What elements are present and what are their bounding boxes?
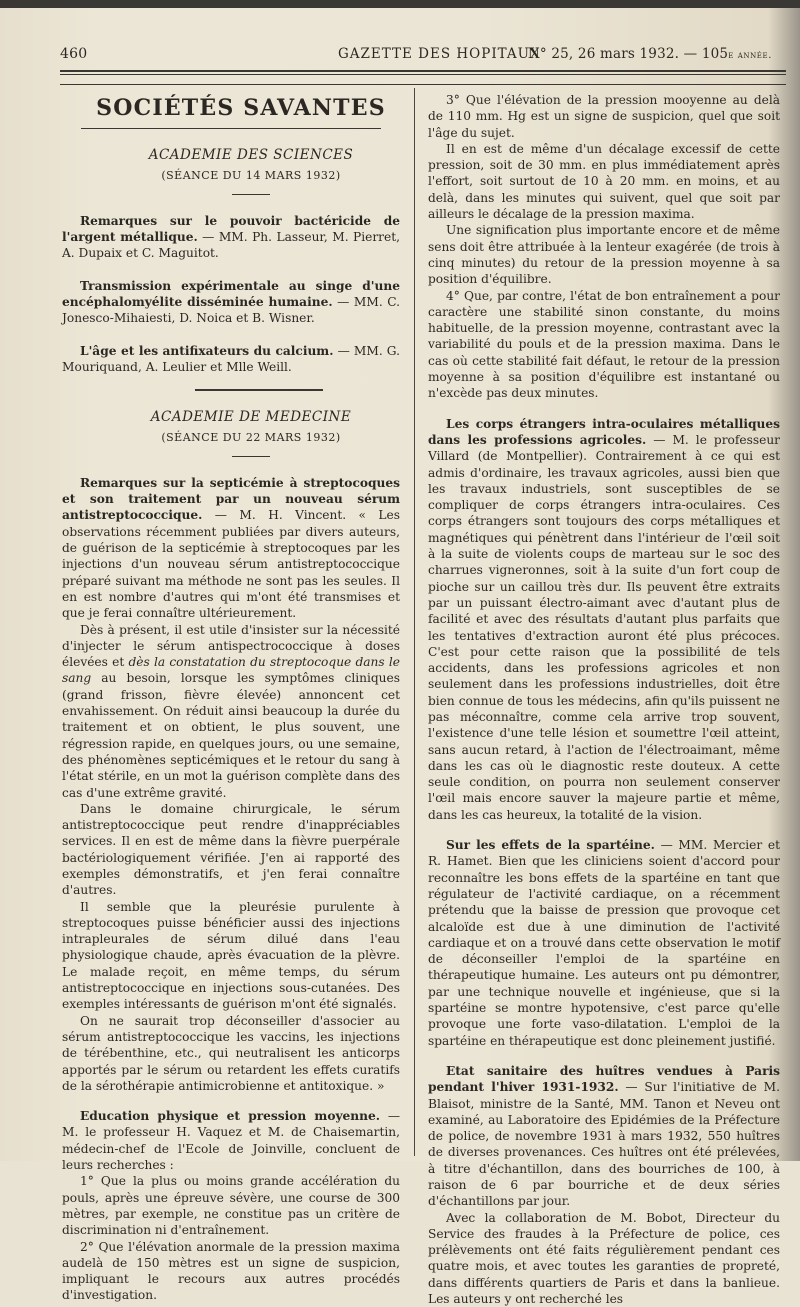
entry-oysters-para-2: Avec la collaboration de M. Bobot, Directeur du Service des fraudes à la Préfecture de police, ces prélèvements ont été faits régulièrement pendant ces quatre mois, et avec toutes les garanties de propreté, dans différents quartiers de Paris et dans la banlieue. Les auteurs y ont recherché les: [428, 1210, 780, 1307]
right-column: [428, 92, 780, 1307]
header-rule-top: [60, 70, 786, 72]
page-top-edge: [0, 0, 800, 8]
medicine-entry-1-para-5: On ne saurait trop déconseiller d'associer au sérum antistreptococcique les vaccins, les injections de térébenthine, etc., qui neutralisent les anticorps apportés par le sérum ou retardent les effets curatifs de la sérothérapie antimicrobienne et antitoxique. »: [62, 1013, 400, 1093]
issue-suffix: e année.: [728, 50, 772, 61]
sciences-entry-2: Transmission expérimentale au singe d'une encéphalomyélite disséminée humaine. — MM. C. Jonesco-Mihaiesti, D. Noica et B. Wisner.: [62, 278, 401, 326]
issue-number: N° 25, 26 mars 1932. — 105: [527, 46, 729, 62]
seance-rule-2: [232, 456, 270, 457]
medicine-entry-1: Remarques sur la septicémie à streptocoques et son traitement par un nouveau sérum antistreptococcique. — M. H. Vincent. « Les observations récemment publiées par divers auteurs, de guérison de la septicémie à streptocoques par les injections d'un nouveau sérum antistreptococcique préparé suivant ma méthode ne sont pas les seules. Il en est nombre d'autres qui m'ont été transmises et que je ferai connaître ultérieurement.: [62, 475, 400, 621]
medicine-entry-1-para-3: Dans le domaine chirurgicale, le sérum antistreptococcique peut rendre d'inappréciables services. Il en est de même dans la fièvre puerpérale bactériologiquement vérifiée. J'en ai rapporté des exemples démonstratifs, et j'en ferai connaître d'autres.: [62, 801, 400, 898]
section-title: SOCIÉTÉS SAVANTES: [96, 95, 386, 121]
entry-foreign-bodies: Les corps étrangers intra-oculaires métalliques dans les professions agricoles. — M. le professeur Villard (de Montpellier). Contrairement à ce qui est admis d'ordinaire, les travaux agricoles, aussi bien que les travaux industriels, sont susceptibles de se compliquer de corps étrangers intra-oculaires. Ces corps étrangers sont toujours des corps métalliques et magnétiques qui pénètrent dans l'intérieur de l'œil soit à la suite de violents coups de marteau sur le soc des charrues vigneronnes, soit à la suite d'un fort coup de pioche sur un caillou très dur. Ils peuvent être extraits par un puissant électro-aimant avec d'autant plus de facilité et avec des résultats d'autant plus parfaits que les tentatives d'extraction auront été plus précoces. C'est pour cette raison que la possibilité de tels accidents, dans les professions agricoles et non seulement dans les professions industrielles, doit être bien connue de tous les médecins, afin qu'ils puissent ne pas méconnaître, comme cela arrive trop souvent, l'existence d'une telle lésion et soumettre l'œil atteint, sans aucun retard, à l'action de l'électroaimant, même dans les cas où le diagnostic reste douteux. A cette seule condition, on pourra non seulement conserver l'œil mais encore sauver la majeure partie et même, dans les cas heureux, la totalité de la vision.: [428, 416, 780, 822]
medicine-entry-1-para-2: Dès à présent, il est utile d'insister sur la nécessité d'injecter le sérum antispectrococcique à doses élevées et dès la constatation du streptocoque dans le sang au besoin, lorsque les symptômes cliniques (grand frisson, fièvre élevée) annoncent cet envahissement. On réduit ainsi beaucoup la durée du traitement et on obtient, le plus souvent, une régression rapide, en quelques jours, ou une semaine, des phénomènes septicémiques et le retour du sang à l'état stérile, en un mot la guérison complète dans des cas d'une extrême gravité.: [62, 622, 400, 800]
academy-medicine-seance: (SÉANCE DU 22 MARS 1932): [161, 430, 341, 444]
issue-info: [528, 46, 772, 62]
medicine-entry-1-para-4: Il semble que la pleurésie purulente à streptocoques puisse bénéficier aussi des injections intrapleurales de sérum dilué dans l'eau physiologique chaude, après évacuation de la plèvre. Le malade reçoit, en même temps, du sérum antistreptococcique en injections sous-cutanées. Des exemples intéressants de guérison m'ont été signalés.: [62, 899, 400, 1012]
academy-sciences-title: ACADEMIE DES SCIENCES: [148, 147, 354, 164]
header-rule-bottom: [60, 84, 786, 85]
academy-sciences-seance: (SÉANCE DU 14 MARS 1932): [161, 168, 341, 182]
right-para-2: Il en est de même d'un décalage excessif de cette pression, soit de 30 mm. en plus immédiatement après l'effort, soit surtout de 10 à 20 mm. en moins, et au delà, dans les minutes qui suivent, quel que soit par ailleurs le décalage de la pression maxima.: [428, 141, 780, 222]
journal-title: GAZETTE DES HOPITAUX: [338, 46, 541, 62]
right-para-1: 3° Que l'élévation de la pression mooyenne au delà de 110 mm. Hg est un signe de suspicion, quel que soit l'âge du sujet.: [428, 93, 780, 140]
left-column: [62, 92, 400, 1304]
section-rule: [81, 128, 381, 129]
sciences-entry-1: Remarques sur le pouvoir bactéricide de l'argent métallique. — MM. Ph. Lasseur, M. Pierret, A. Dupaix et C. Maguitot.: [62, 213, 400, 261]
seance-rule: [232, 194, 270, 195]
medicine-entry-2-para-2: 2° Que l'élévation anormale de la pression maxima audelà de 150 mètres est un signe de suspicion, impliquant le recours aux autres procédés d'investigation.: [62, 1239, 400, 1303]
header-rule-mid: [60, 74, 786, 75]
academy-medicine-title: ACADEMIE DE MEDECINE: [150, 409, 352, 426]
page-number: 460: [60, 46, 88, 62]
column-divider: [414, 88, 415, 1156]
entry-sparteine: Sur les effets de la spartéine. — MM. Mercier et R. Hamet. Bien que les cliniciens soient d'accord pour reconnaître les bons effets de la spartéine en tant que régulateur de l'activité cardiaque, on a récemment prétendu que la baisse de pression que provoque cet alcaloïde est due à une diminution de l'activité cardiaque et on a trouvé dans cette observation le motif de déconseiller l'emploi de la spartéine en thérapeutique humaine. Les auteurs ont pu démontrer, par une technique nouvelle et ingénieuse, que si la spartéine se montre hypotensive, c'est parce qu'elle provoque une forte vaso-dilatation. L'emploi de la spartéine en thérapeutique est donc pleinement justifié.: [428, 838, 780, 1048]
right-para-3: Une signification plus importante encore et de même sens doit être attribuée à la lenteur exagérée (de trois à cinq minutes) du retour de la pression moyenne à sa position d'équilibre.: [428, 223, 780, 287]
entry-oysters: Etat sanitaire des huîtres vendues à Paris pendant l'hiver 1931-1932. — Sur l'initiative de M. Blaisot, ministre de la Santé, MM. Tanon et Neveu ont examiné, au Laboratoire des Epidémies de la Préfecture de police, de novembre 1931 à mars 1932, 550 huîtres de diverses provenances. Ces huîtres ont été prélevées, à titre d'échantillon, dans des bourriches de 100, à raison de 6 par bourriche et de deux séries d'échantillons par jour.: [428, 1063, 780, 1209]
sciences-entry-3: L'âge et les antifixateurs du calcium. — MM. G. Mouriquand, A. Leulier et Mlle Weill.: [62, 343, 400, 374]
running-header: [60, 46, 780, 68]
right-para-4: 4° Que, par contre, l'état de bon entraînement a pour caractère une stabilité sinon constante, du moins habituelle, de la pression moyenne, contrastant avec la variabilité du pouls et de la pression maxima. Dans le cas où cette stabilité fait défaut, le retour de la pression moyenne à sa position d'équilibre est instantané ou n'excède pas deux minutes.: [428, 288, 780, 401]
academy-separator: [195, 389, 323, 391]
medicine-entry-2: Education physique et pression moyenne. — M. le professeur H. Vaquez et M. de Chaisemartin, médecin-chef de l'Ecole de Joinville, concluent de leurs recherches :: [62, 1109, 401, 1173]
medicine-entry-2-para-1: 1° Que la plus ou moins grande accélération du pouls, après une épreuve sévère, une course de 300 mètres, par exemple, ne constitue pas un critère de discrimination ni d'entraînement.: [62, 1174, 400, 1238]
